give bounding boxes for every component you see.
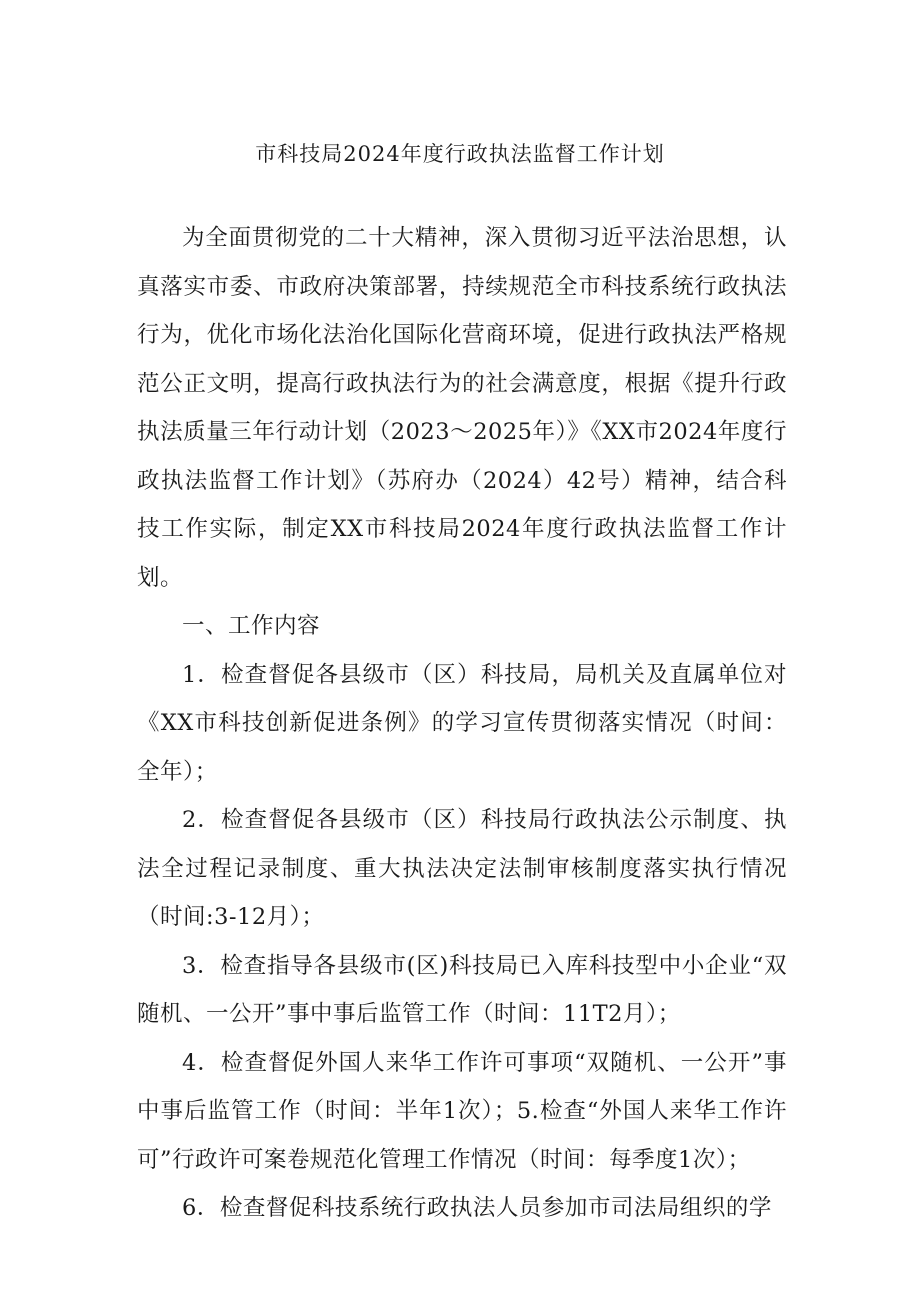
list-item-4-5: 4．检查督促外国人来华工作许可事项“双随机、一公开”事中事后监管工作（时间：半年1次）；5.检查“外国人来华工作许可”行政许可案卷规范化管理工作情况（时间：每季度1次）；: [137, 1049, 787, 1173]
document-body: [137, 214, 787, 1233]
list-item-1: 1．检查督促各县级市（区）科技局，局机关及直属单位对《XX市科技创新促进条例》的学习宣传贯彻落实情况（时间：全年）；: [137, 661, 787, 785]
list-item-3: 3．检查指导各县级市(区)科技局已入库科技型中小企业“双随机、一公开”事中事后监管工作（时间：11T2月）；: [137, 952, 787, 1027]
intro-paragraph: 为全面贯彻党的二十大精神，深入贯彻习近平法治思想，认真落实市委、市政府决策部署，持续规范全市科技系统行政执法行为，优化市场化法治化国际化营商环境，促进行政执法严格规范公正文明，提高行政执法行为的社会满意度，根据《提升行政执法质量三年行动计划（2023～2025年）》《XX市2024年度行政执法监督工作计划》（苏府办（2024）42号）精神，结合科技工作实际，制定XX市科技局2024年度行政执法监督工作计划。: [137, 225, 787, 591]
list-item-2: 2．检查督促各县级市（区）科技局行政执法公示制度、执法全过程记录制度、重大执法决定法制审核制度落实执行情况（时间:3-12月）；: [137, 807, 787, 930]
list-item-6: 6．检查督促科技系统行政执法人员参加市司法局组织的学: [182, 1195, 772, 1221]
document-title: 市科技局2024年度行政执法监督工作计划: [255, 142, 665, 166]
section-heading: 一、工作内容: [182, 613, 321, 639]
